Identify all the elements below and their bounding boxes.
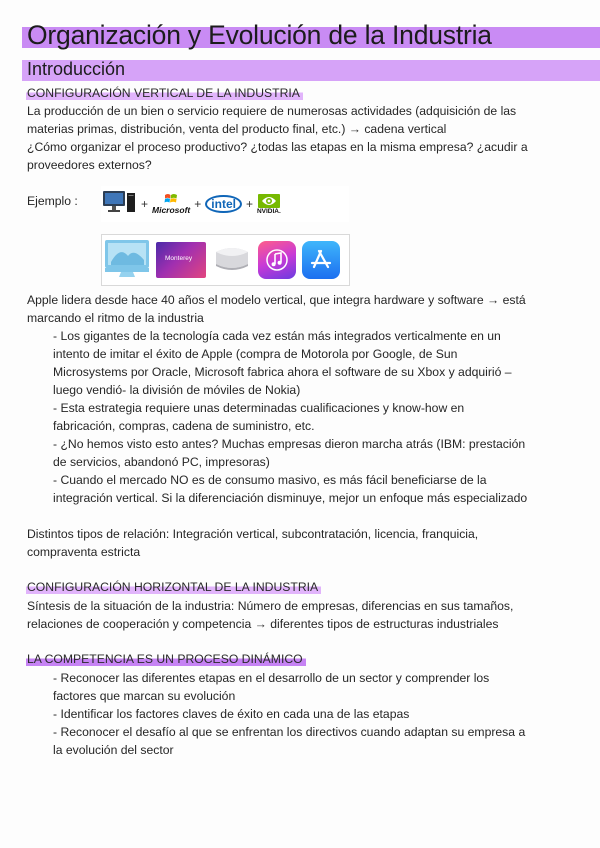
horizontal-line: Síntesis de la situación de la industria: Número de empresas, diferencias en sus tamaños, — [27, 599, 514, 613]
apple-line: Apple lidera desde hace 40 años el modelo vertical, que integra hardware y software → está — [27, 293, 526, 307]
page-title: Organización y Evolución de la Industria — [27, 20, 492, 50]
bullet-line: - Esta estrategia requiere unas determinadas cualificaciones y know-how en — [53, 401, 465, 415]
example-label: Ejemplo : — [27, 194, 78, 208]
apple-products-strip — [101, 234, 350, 286]
competencia-bullet: - Reconocer el desafío al que se enfrentan los directivos cuando adaptan su empresa a — [53, 725, 526, 739]
plus-sign: + — [141, 197, 149, 211]
desktop-computer-icon — [101, 189, 137, 220]
bullet-line: - Cuando el mercado NO es de consumo masivo, es más fácil beneficiarse de la — [53, 473, 487, 487]
plus-sign: + — [194, 197, 202, 211]
app-store-icon — [302, 241, 340, 279]
competencia-bullet: la evolución del sector — [53, 743, 174, 757]
macos-monterey-wallpaper — [156, 242, 206, 278]
relation-line: compraventa estricta — [27, 545, 141, 559]
imac-icon — [104, 238, 150, 283]
section-subtitle: Introducción — [27, 59, 126, 79]
heading-horizontal: CONFIGURACIÓN HORIZONTAL DE LA INDUSTRIA — [26, 580, 321, 594]
intro-line: La producción de un bien o servicio requiere de numerosas actividades (adquisición de las — [27, 104, 517, 118]
microsoft-logo — [152, 193, 190, 215]
itunes-icon — [258, 241, 296, 279]
horizontal-line: relaciones de cooperación y competencia → diferentes tipos de estructuras industriales — [27, 617, 499, 631]
bullet-line: Microsystems por Oracle, Microsoft fabrica ahora el software de su Xbox y adquirió – — [53, 365, 512, 379]
heading-vertical: CONFIGURACIÓN VERTICAL DE LA INDUSTRIA — [26, 86, 303, 100]
monterey-label: Monterey — [165, 255, 193, 262]
heading-competencia: LA COMPETENCIA ES UN PROCESO DINÁMICO — [26, 652, 306, 666]
plus-sign: + — [245, 197, 253, 211]
apple-line: marcando el ritmo de la industria — [27, 311, 204, 325]
nvidia-wordmark: NVIDIA. — [256, 207, 281, 215]
intro-line: materias primas, distribución, venta del producto final, etc.) → cadena vertical — [27, 122, 447, 136]
competencia-bullet: - Reconocer las diferentes etapas en el desarrollo de un sector y comprender los — [53, 671, 490, 685]
bullet-line: - ¿No hemos visto esto antes? Muchas empresas dieron marcha atrás (IBM: prestación — [53, 437, 526, 451]
intel-logo: intel — [205, 195, 242, 213]
bullet-line: de servicios, abandonó PC, impresoras) — [53, 455, 270, 469]
bullet-line: integración vertical. Si la diferenciación disminuye, mejor un enfoque más especializado — [53, 491, 528, 505]
intro-line: ¿Cómo organizar el proceso productivo? ¿todas las etapas en la misma empresa? ¿acudir a — [27, 140, 528, 154]
bullet-line: intento de imitar el éxito de Apple (compra de Motorola por Google, de Sun — [53, 347, 458, 361]
intro-line: proveedores externos? — [27, 158, 152, 172]
mac-mini-icon — [212, 240, 252, 281]
bullet-line: fabricación, compras, cadena de suministro, etc. — [53, 419, 315, 433]
bullet-line: - Los gigantes de la tecnología cada vez están más integrados verticalmente en un — [53, 329, 501, 343]
competencia-bullet: - Identificar los factores claves de éxito en cada una de las etapas — [53, 707, 410, 721]
relation-line: Distintos tipos de relación: Integración vertical, subcontratación, licencia, franquicia, — [27, 527, 479, 541]
bullet-line: luego vendió- la división de móviles de Nokia) — [53, 383, 301, 397]
microsoft-wordmark: Microsoft — [152, 205, 191, 215]
competencia-bullet: factores que marcan su evolución — [53, 689, 236, 703]
nvidia-logo — [257, 194, 281, 215]
partner-logos-strip — [101, 186, 349, 222]
